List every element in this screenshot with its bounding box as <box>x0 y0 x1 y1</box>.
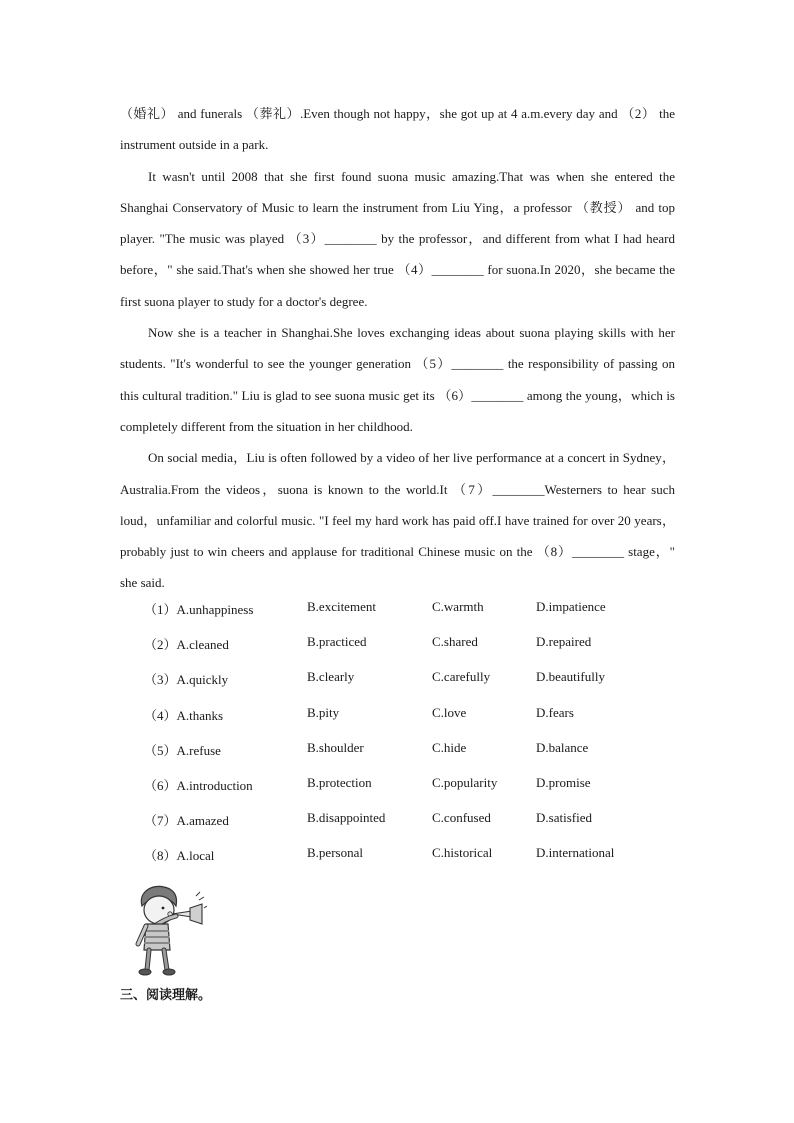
question-7-options <box>144 810 684 845</box>
passage-paragraph-3: Now she is a teacher in Shanghai.She loves exchanging ideas about suona playing skills with her students. "It's wonderful to see the younger generation （5）________ the responsibility of passing on this cultural tradition." Liu is glad to see suona music get its （6）________ among the young，which is completely different from the situation in her childhood. <box>120 325 675 434</box>
question-6-options <box>144 775 684 810</box>
child-playing-suona-icon <box>132 884 207 976</box>
option-c: C.love <box>432 704 467 720</box>
option-c: C.historical <box>432 845 493 861</box>
cloze-passage <box>120 98 675 599</box>
question-8-options <box>144 845 684 880</box>
option-c: C.hide <box>432 739 467 755</box>
option-d: D.satisfied <box>536 810 592 826</box>
option-b: B.disappointed <box>307 810 386 826</box>
option-b: B.protection <box>307 774 372 790</box>
question-2-options <box>144 634 684 669</box>
passage-paragraph-2: It wasn't until 2008 that she first found suona music amazing.That was when she entered the Shanghai Conservatory of Music to learn the instrument from Liu Ying，a professor （教授） and top player. "The music was played （3）________ by the professor，and different from what I had heard before，" she said.That's when she showed her true （4）________ for suona.In 2020，she became the first suona player to study for a doctor's degree. <box>120 168 675 309</box>
option-a: （2）A.cleaned <box>144 637 229 653</box>
option-a: （8）A.local <box>144 848 215 864</box>
option-a: （6）A.introduction <box>144 777 253 793</box>
answer-options <box>144 599 684 881</box>
question-3-options <box>144 669 684 704</box>
option-d: D.balance <box>536 739 589 755</box>
question-5-options <box>144 740 684 775</box>
option-d: D.promise <box>536 774 591 790</box>
option-a: （4）A.thanks <box>144 707 224 723</box>
option-c: C.confused <box>432 810 491 826</box>
option-c: C.warmth <box>432 599 484 614</box>
option-d: D.beautifully <box>536 669 605 685</box>
option-b: B.shoulder <box>307 739 364 755</box>
option-c: C.popularity <box>432 774 498 790</box>
passage-paragraph-4: On social media，Liu is often followed by a video of her live performance at a concert in Sydney，Australia.From the videos，suona is known to the world.It （7）________Westerners to hear such loud，unfamiliar and colorful music. "I feel my hard work has paid off.I have trained for over 20 years，probably just to win cheers and applause for traditional Chinese music on the （8）________ stage，" she said. <box>120 450 675 591</box>
option-a: （5）A.refuse <box>144 742 221 758</box>
option-b: B.personal <box>307 845 363 861</box>
question-4-options <box>144 705 684 740</box>
option-a: （7）A.amazed <box>144 813 229 829</box>
option-d: D.repaired <box>536 634 592 650</box>
option-a: （1）A.unhappiness <box>144 602 254 617</box>
question-1-options <box>144 599 684 634</box>
option-c: C.carefully <box>432 669 491 685</box>
section-title: 三、阅读理解。 <box>120 988 212 1003</box>
option-d: D.impatience <box>536 599 606 614</box>
passage-paragraph-1: （婚礼） and funerals （葬礼）.Even though not happy，she got up at 4 a.m.every day and （2） the instrument outside in a park. <box>120 106 675 153</box>
option-b: B.clearly <box>307 669 355 685</box>
option-b: B.pity <box>307 704 340 720</box>
option-b: B.excitement <box>307 599 376 614</box>
option-b: B.practiced <box>307 634 367 650</box>
option-d: D.international <box>536 845 615 861</box>
option-a: （3）A.quickly <box>144 672 229 688</box>
option-d: D.fears <box>536 704 574 720</box>
option-c: C.shared <box>432 634 478 650</box>
